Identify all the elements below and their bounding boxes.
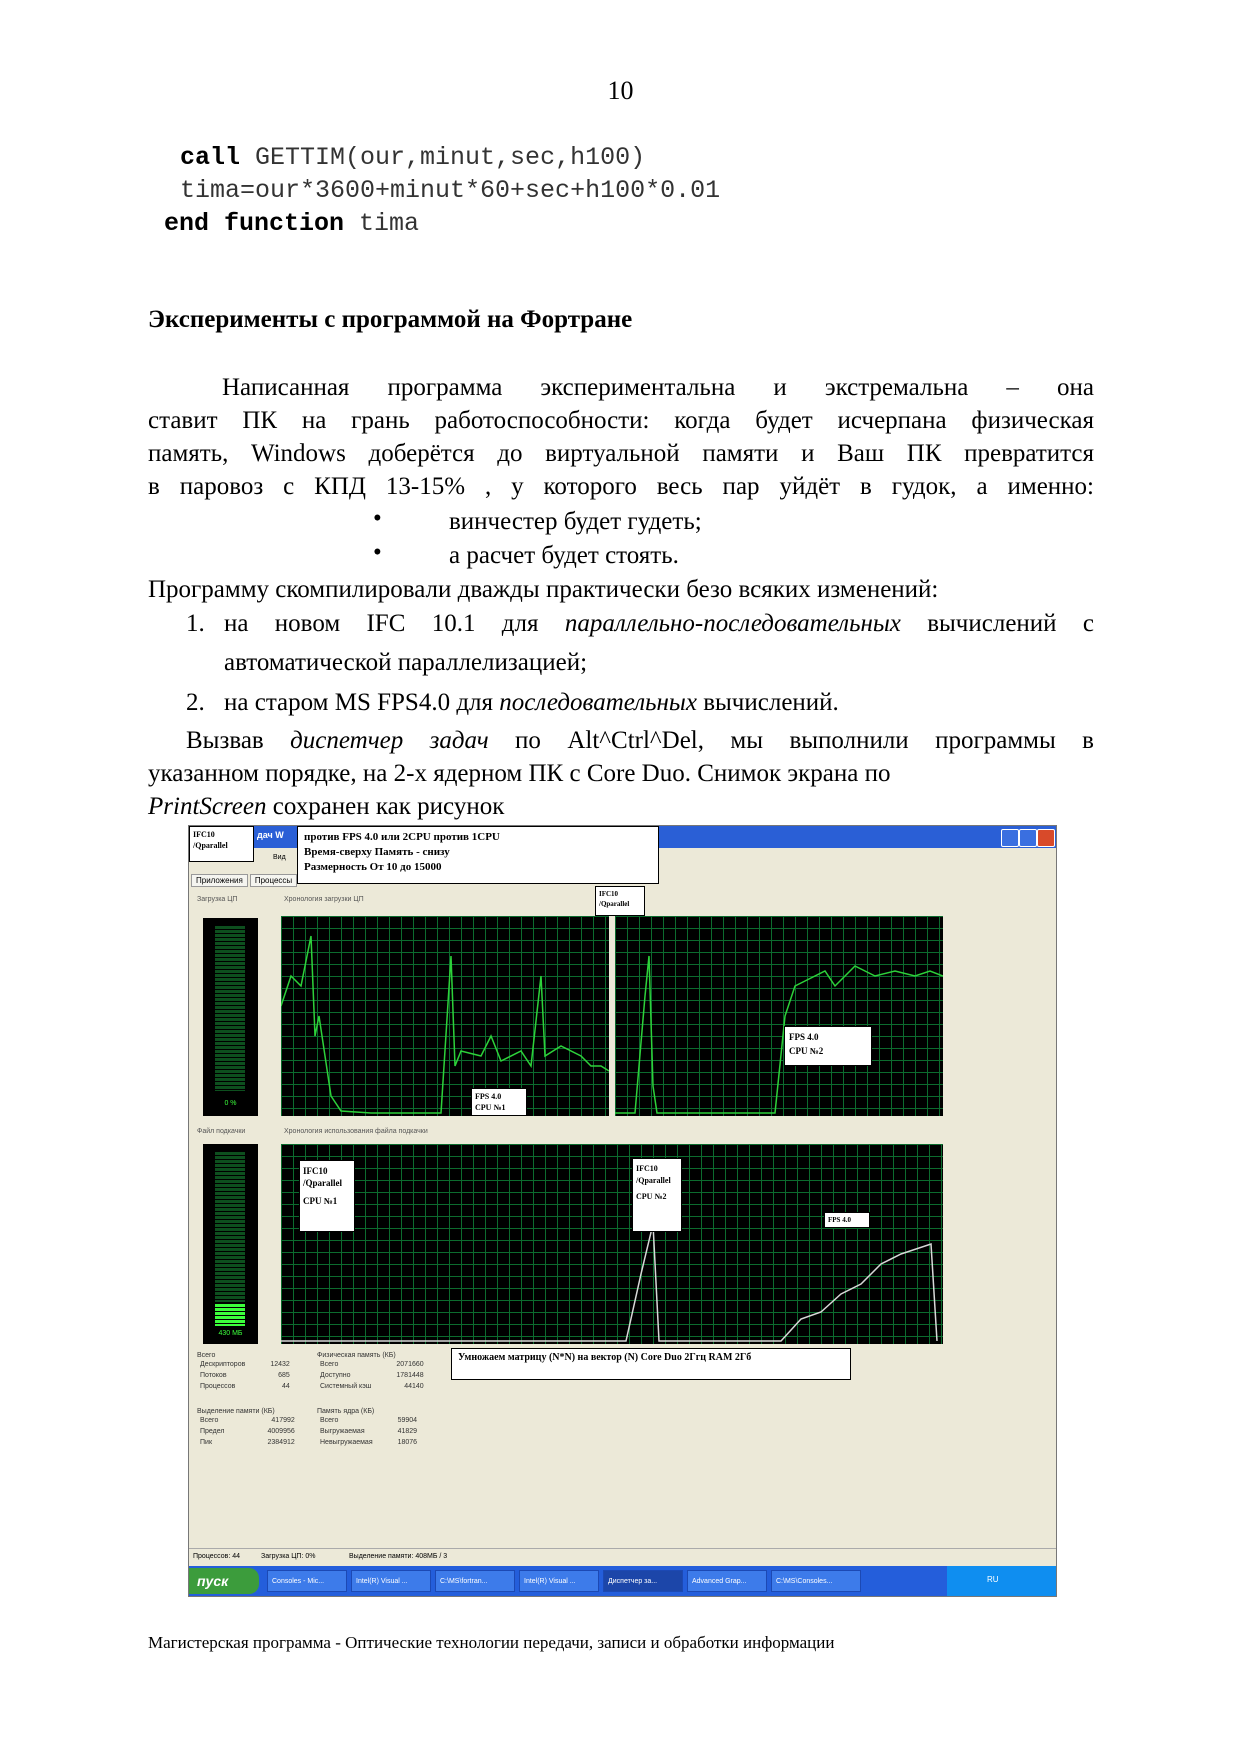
fps-cpu1-box	[471, 1088, 527, 1116]
bullet-dot: •	[373, 505, 382, 532]
cpu-history-label: Хронология загрузки ЦП	[284, 896, 364, 903]
code-line-3	[164, 209, 419, 238]
task-manager-screenshot	[188, 825, 1057, 1597]
label-line: /Qparallel	[636, 1176, 671, 1185]
taskbar-item[interactable]: C:\MS\fortran...	[435, 1570, 515, 1592]
stat-label: Доступно	[320, 1372, 351, 1379]
pagefile-usage-line	[281, 1224, 937, 1341]
mem-cpu2-box	[632, 1158, 682, 1232]
pagefile-history-label: Хронология использования файла подкачки	[284, 1128, 428, 1135]
stat-value: 41829	[397, 1428, 418, 1435]
pagefile-readout: 430 МБ	[218, 1330, 243, 1337]
bullet-dot: •	[373, 539, 382, 566]
pagefile-gauge	[203, 1144, 258, 1344]
list-number: 1.	[186, 610, 205, 637]
status-commit: Выделение памяти: 408МБ / 3	[349, 1553, 448, 1560]
commit-charge-group	[197, 1408, 298, 1448]
label-line: FPS 4.0	[789, 1032, 819, 1042]
label-line: CPU №2	[636, 1192, 667, 1201]
section-heading: Эксперименты с программой на Фортране	[148, 306, 633, 333]
paragraph-line: указанном порядке, на 2-х ядерном ПК с Core Duo. Снимок экрана по	[148, 760, 891, 787]
stat-value: 59904	[397, 1417, 418, 1424]
cpu2-trace	[615, 916, 943, 1116]
paragraph-line: ставит ПК на грань работоспособности: когда будет исчерпана физическая	[148, 407, 1094, 434]
list-text: на новом IFC 10.1 для	[224, 610, 565, 637]
stat-label: Процессов	[200, 1383, 236, 1390]
taskbar-item[interactable]: C:\MS\Consoles...	[771, 1570, 861, 1592]
cpu2-usage-line	[615, 956, 943, 1113]
label-line: FPS 4.0	[475, 1092, 502, 1101]
stat-label: Дескрипторов	[200, 1361, 246, 1368]
stat-label: Невыгружаемая	[320, 1439, 373, 1446]
group-title: Память ядра (КБ)	[317, 1408, 375, 1415]
status-processes: Процессов: 44	[193, 1553, 241, 1560]
maximize-icon[interactable]	[1019, 829, 1037, 847]
paragraph-line	[186, 724, 1094, 757]
list-number: 2.	[186, 689, 205, 716]
caption-box: Умножаем матрицу (N*N) на вектор (N) Core Duo 2Ггц RAM 2Гб	[451, 1348, 851, 1380]
pagefile-label: Файл подкачки	[197, 1128, 246, 1135]
para-text: сохранен как рисунок	[266, 793, 505, 820]
stat-label: Выгружаемая	[320, 1428, 365, 1435]
gauge-fill	[215, 1304, 245, 1326]
list-text: вычислений.	[696, 689, 839, 716]
header-label-box	[297, 826, 659, 884]
stat-value: 4009956	[267, 1428, 295, 1435]
code-text: GETTIM(our,minut,sec,h100)	[240, 143, 646, 172]
label-line: Время-сверху Память - снизу	[304, 846, 450, 858]
list-item	[224, 607, 1094, 640]
cpu1-history-graph	[281, 916, 609, 1116]
para-emphasis: диспетчер задач	[290, 727, 489, 754]
para-emphasis: PrintScreen	[148, 793, 267, 820]
label-line: IFC10	[303, 1166, 328, 1176]
page-number: 10	[607, 76, 634, 105]
list-emphasis: параллельно-последовательных	[564, 610, 901, 637]
totals-table	[197, 1359, 293, 1392]
cpu1-trace	[281, 916, 609, 1116]
cpu2-ifc10-box	[595, 886, 645, 916]
stat-value: 44	[282, 1383, 290, 1390]
stat-label: Потоков	[200, 1372, 227, 1379]
code-line-2: tima=our*3600+minut*60+sec+h100*0.01	[180, 176, 721, 205]
stat-value: 2384912	[267, 1439, 295, 1446]
taskbar	[189, 1566, 1056, 1596]
group-title: Выделение памяти (КБ)	[197, 1408, 275, 1415]
list-text: на старом MS FPS4.0 для	[224, 689, 500, 716]
taskbar-item[interactable]: Intel(R) Visual ...	[519, 1570, 599, 1592]
code-line-1	[180, 143, 645, 172]
label-line: CPU №1	[303, 1196, 338, 1206]
gauge-bar	[215, 1152, 245, 1302]
label-line: /Qparallel	[193, 841, 228, 850]
tab-processes[interactable]: Процессы	[250, 874, 297, 887]
page-footer: Магистерская программа - Оптические технологии передачи, записи и обработки информации	[148, 1633, 835, 1652]
para-text: Вызвав	[186, 727, 291, 754]
code-keyword: end function	[164, 209, 345, 238]
bullet-item: а расчет будет стоять.	[449, 542, 679, 569]
status-bar	[189, 1548, 1056, 1567]
stat-label: Пик	[200, 1439, 213, 1446]
label-line: CPU №2	[789, 1046, 824, 1056]
stat-label: Всего	[200, 1417, 219, 1424]
cpu2-history-graph	[615, 916, 943, 1116]
taskbar-item-active[interactable]: Диспетчер за...	[603, 1570, 683, 1592]
taskbar-item[interactable]: Advanced Grap...	[687, 1570, 767, 1592]
label-line: против FPS 4.0 или 2CPU против 1CPU	[304, 831, 500, 843]
list-item	[224, 686, 1094, 719]
ifc10-label-box	[189, 826, 254, 862]
close-icon[interactable]	[1037, 829, 1055, 847]
list-text: вычислений с	[900, 610, 1094, 637]
stat-label: Всего	[320, 1361, 339, 1368]
cpu1-usage-line	[281, 936, 609, 1113]
system-tray	[947, 1566, 1056, 1596]
list-emphasis: последовательных	[499, 689, 697, 716]
mem-fps-box: FPS 4.0	[824, 1212, 870, 1228]
label-line: CPU №1	[475, 1103, 506, 1112]
commit-table	[197, 1415, 298, 1448]
start-button[interactable]: пуск	[189, 1568, 259, 1594]
physical-memory-group	[317, 1352, 427, 1392]
minimize-icon[interactable]	[1001, 829, 1019, 847]
taskbar-item[interactable]: Consoles - Mic...	[267, 1570, 347, 1592]
stat-value: 12432	[270, 1361, 290, 1368]
totals-group	[197, 1352, 293, 1392]
label-line: IFC10	[599, 890, 619, 898]
pagefile-history-graph	[281, 1144, 943, 1344]
para-text: по Alt^Ctrl^Del, мы выполнили программы в	[488, 727, 1094, 754]
code-text: tima	[344, 209, 420, 238]
physmem-table	[317, 1359, 427, 1392]
list-item-continued: автоматической параллелизацией;	[224, 649, 588, 676]
bullet-item: винчестер будет гудеть;	[449, 508, 702, 535]
code-keyword: call	[180, 143, 241, 172]
pagefile-trace	[281, 1144, 943, 1344]
tab-applications[interactable]: Приложения	[191, 874, 248, 887]
group-title: Физическая память (КБ)	[317, 1352, 396, 1359]
window-title: дач W	[257, 830, 284, 840]
stat-value: 1781448	[396, 1372, 424, 1379]
label-line: /Qparallel	[303, 1178, 342, 1188]
group-title: Всего	[197, 1352, 216, 1359]
kernel-memory-group	[317, 1408, 420, 1448]
stat-value: 2071660	[396, 1361, 424, 1368]
paragraph-line	[148, 790, 1094, 823]
paragraph-line: память, Windows доберётся до виртуальной памяти и Ваш ПК превратится	[148, 440, 1094, 467]
stat-label: Предел	[200, 1428, 225, 1435]
mem-cpu1-box	[299, 1160, 355, 1232]
status-cpu: Загрузка ЦП: 0%	[261, 1553, 316, 1560]
label-line: IFC10	[636, 1164, 658, 1173]
label-line: /Qparallel	[599, 900, 630, 908]
label-line: Размерность От 10 до 15000	[304, 861, 442, 873]
stat-label: Всего	[320, 1417, 339, 1424]
stat-label: Системный кэш	[320, 1383, 372, 1390]
taskbar-item[interactable]: Intel(R) Visual ...	[351, 1570, 431, 1592]
paragraph-line: Программу скомпилировали дважды практически безо всяких изменений:	[148, 576, 939, 603]
stat-value: 417992	[271, 1417, 295, 1424]
label-line: IFC10	[193, 830, 215, 839]
fps-cpu2-box	[784, 1026, 872, 1066]
tab-strip	[191, 874, 299, 888]
stat-value: 18076	[397, 1439, 418, 1446]
cpu-usage-gauge	[203, 918, 258, 1116]
cpu-usage-label: Загрузка ЦП	[197, 896, 238, 903]
paragraph-line: Написанная программа экспериментальна и экстремальна – она	[222, 374, 1094, 401]
kernel-table	[317, 1415, 420, 1448]
cpu-percent-readout: 0 %	[224, 1100, 237, 1107]
stat-value: 44140	[404, 1383, 424, 1390]
gauge-bar	[215, 926, 245, 1091]
paragraph-line: в паровоз с КПД 13-15% , у которого весь пар уйдёт в гудок, а именно:	[148, 473, 1094, 500]
tray-language[interactable]: RU	[987, 1575, 999, 1584]
menu-view[interactable]: Вид	[273, 854, 286, 861]
stat-value: 685	[278, 1372, 290, 1379]
